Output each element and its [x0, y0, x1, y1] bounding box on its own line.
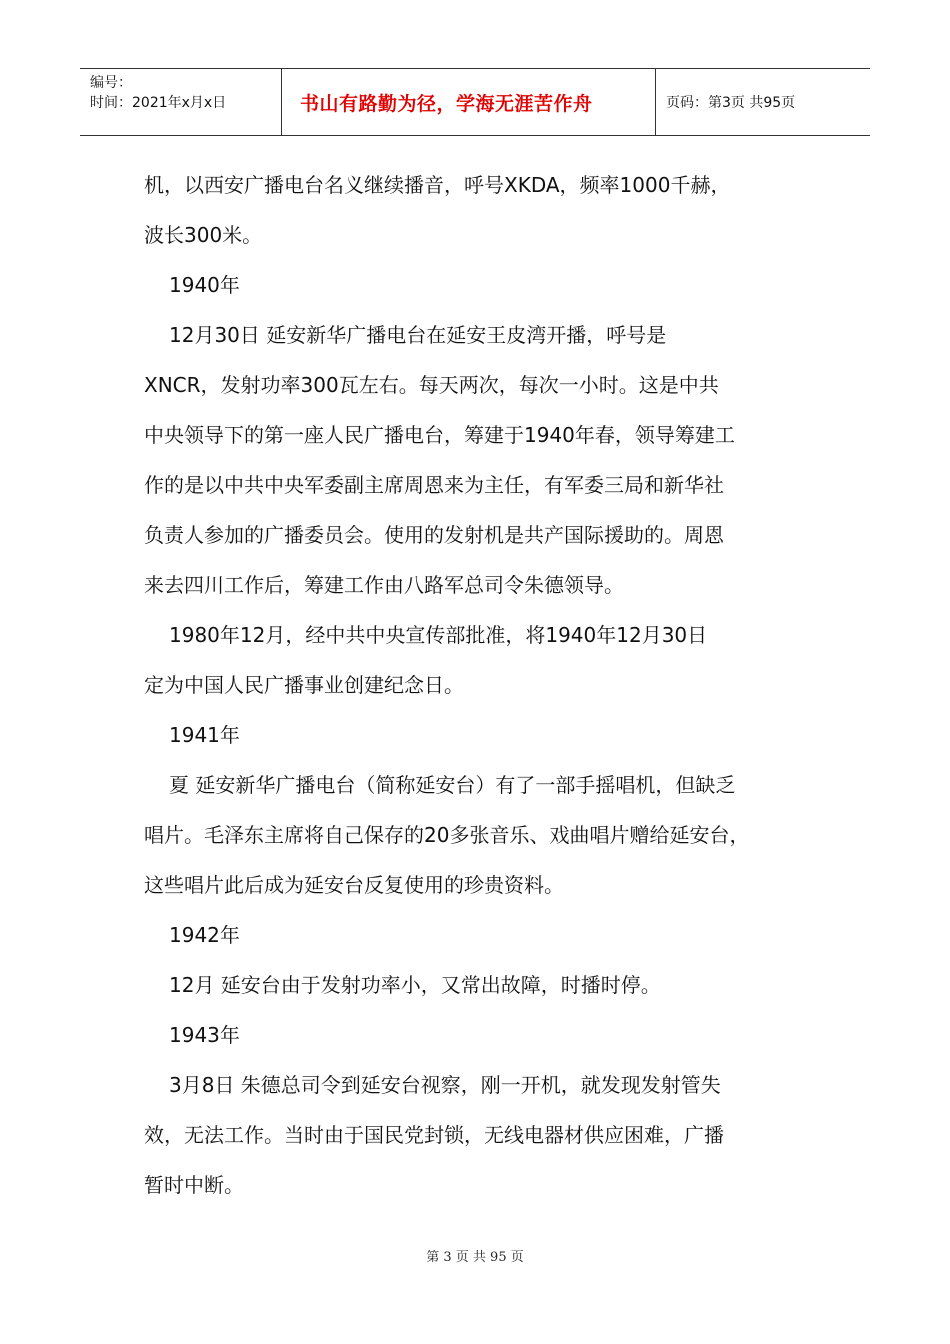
document-body — [144, 160, 824, 1210]
page-footer: 第 3 页 共 95 页 — [426, 1250, 524, 1265]
body-line: 这些唱片此后成为延安台反复使用的珍贵资料。 — [144, 873, 564, 897]
body-line: 12月 延安台由于发射功率小，又常出故障，时播时停。 — [169, 973, 661, 997]
body-line: 中央领导下的第一座人民广播电台，筹建于1940年春，领导筹建工 — [144, 423, 735, 447]
header-motto: 书山有路勤为径，学海无涯苦作舟 — [282, 69, 656, 135]
body-line: 来去四川工作后，筹建工作由八路军总司令朱德领导。 — [144, 573, 624, 597]
body-line: 1980年12月，经中共中央宣传部批准，将1940年12月30日 — [169, 623, 708, 647]
year-heading-1942: 1942年 — [169, 923, 240, 947]
body-line: 3月8日 朱德总司令到延安台视察，刚一开机，就发现发射管失 — [169, 1073, 721, 1097]
document-header — [80, 68, 870, 136]
year-heading-1940: 1940年 — [169, 273, 240, 297]
header-meta-cell — [80, 69, 282, 135]
document-number-label: 编号： — [90, 75, 132, 91]
body-line: 夏 延安新华广播电台（简称延安台）有了一部手摇唱机，但缺乏 — [169, 773, 736, 797]
body-line: 负责人参加的广播委员会。使用的发射机是共产国际援助的。周恩 — [144, 523, 724, 547]
year-heading-1943: 1943年 — [169, 1023, 240, 1047]
body-line: 定为中国人民广播事业创建纪念日。 — [144, 673, 464, 697]
body-line: 效，无法工作。当时由于国民党封锁，无线电器材供应困难，广播 — [144, 1123, 724, 1147]
year-heading-1941: 1941年 — [169, 723, 240, 747]
body-line: 机，以西安广播电台名义继续播音，呼号XKDA，频率1000千赫， — [144, 173, 731, 197]
document-time-label: 时间：2021年x月x日 — [90, 95, 227, 111]
body-line: 暂时中断。 — [144, 1173, 244, 1197]
body-line: 作的是以中共中央军委副主席周恩来为主任，有军委三局和新华社 — [144, 473, 724, 497]
header-page-info: 页码：第3页 共95页 — [666, 95, 796, 111]
body-line: XNCR，发射功率300瓦左右。每天两次，每次一小时。这是中共 — [144, 373, 719, 397]
body-line: 波长300米。 — [144, 223, 263, 247]
body-line: 12月30日 延安新华广播电台在延安王皮湾开播，呼号是 — [169, 323, 667, 347]
body-line: 唱片。毛泽东主席将自己保存的20多张音乐、戏曲唱片赠给延安台， — [144, 823, 750, 847]
